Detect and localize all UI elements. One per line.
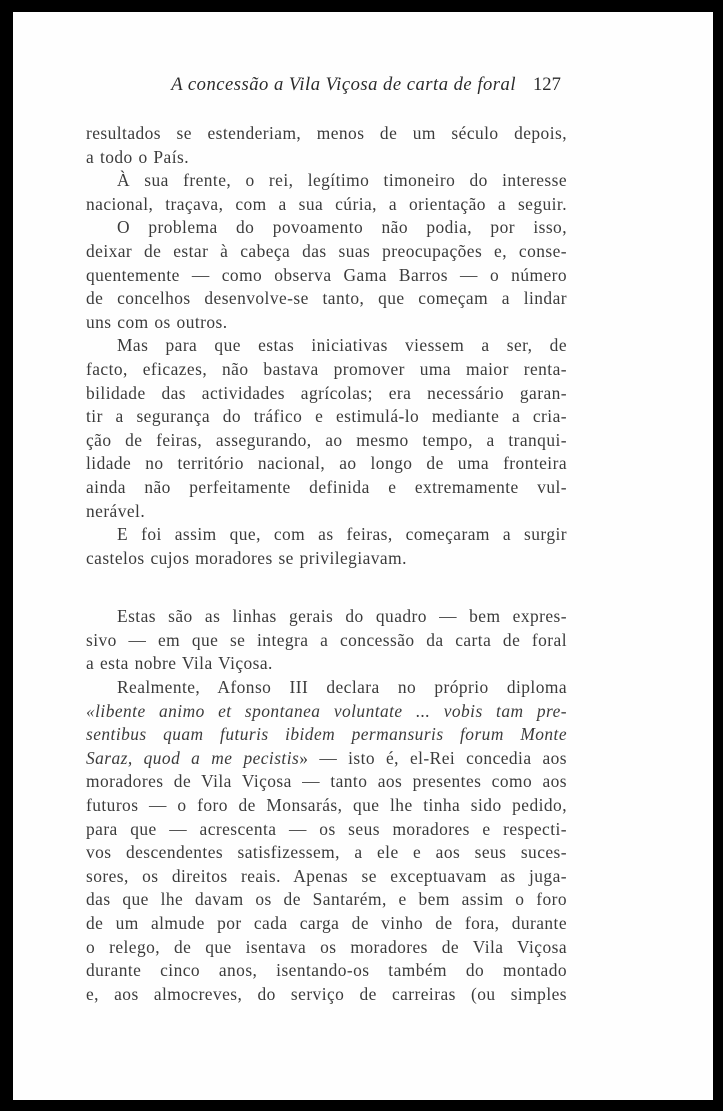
- text-line: de concelhos desenvolve-se tanto, que começam a lindar: [86, 288, 567, 309]
- text-line: ção de feiras, assegurando, ao mesmo tempo, a tranqui-: [86, 429, 567, 450]
- text-line: a esta nobre Vila Viçosa.: [86, 653, 273, 674]
- text-line: tir a segurança do tráfico e estimulá-lo mediante a cria-: [86, 406, 567, 427]
- text-fragment: » — isto é, el-Rei concedia aos: [299, 747, 567, 768]
- text-line: uns com os outros.: [86, 311, 228, 332]
- text-line: nacional, traçava, com a sua cúria, a orientação a seguir.: [86, 193, 567, 214]
- text-line: O problema do povoamento não podia, por isso,: [117, 217, 567, 238]
- text-line: para que — acrescenta — os seus moradores e respecti-: [86, 818, 567, 839]
- text-line: e, aos almocreves, do serviço de carreiras (ou simples: [86, 983, 567, 1004]
- text-line: À sua frente, o rei, legítimo timoneiro do interesse: [117, 170, 567, 191]
- chapter-title: A concessão a Vila Viçosa de carta de foral: [171, 74, 516, 95]
- text-line: quentemente — como observa Gama Barros — o número: [86, 264, 567, 285]
- text-line: deixar de estar à cabeça das suas preocupações e, conse-: [86, 240, 567, 261]
- text-line: Mas para que estas iniciativas viessem a ser, de: [117, 335, 567, 356]
- book-page: [13, 12, 713, 1100]
- text-line: lidade no território nacional, ao longo de uma fronteira: [86, 453, 567, 474]
- page-number: 127: [533, 74, 561, 95]
- text-line: sentibus quam futuris ibidem permansuris forum Monte: [86, 724, 567, 745]
- paragraph-gap: [86, 570, 567, 605]
- text-line: castelos cujos moradores se privilegiavam.: [86, 547, 407, 568]
- text-line: [86, 747, 567, 771]
- text-line: Realmente, Afonso III declara no próprio diploma: [117, 677, 567, 698]
- text-line: futuros — o foro de Monsarás, que lhe tinha sido pedido,: [86, 795, 567, 816]
- text-line: «libente animo et spontanea voluntate ... vobis tam pre-: [86, 700, 567, 721]
- text-line: das que lhe davam os de Santarém, e bem assim o foro: [86, 889, 567, 910]
- body-text: [86, 122, 567, 1006]
- text-line: de um almude por cada carga de vinho de fora, durante: [86, 913, 567, 933]
- text-line: a todo o País.: [86, 146, 190, 167]
- text-line: resultados se estenderiam, menos de um século depois,: [86, 123, 567, 143]
- text-line: sivo — em que se integra a concessão da carta de foral: [86, 629, 567, 650]
- text-line: E foi assim que, com as feiras, começaram a surgir: [117, 524, 567, 545]
- text-line: ainda não perfeitamente definida e extremamente vul-: [86, 476, 567, 497]
- text-line: vos descendentes satisfizessem, a ele e aos seus suces-: [86, 842, 567, 863]
- text-line: facto, eficazes, não bastava promover uma maior renta-: [86, 358, 567, 379]
- text-line: nerável.: [86, 500, 146, 521]
- running-header: [13, 74, 713, 102]
- text-line: bilidade das actividades agrícolas; era necessário garan-: [86, 382, 567, 403]
- text-line: durante cinco anos, isentando-os também do montado: [86, 960, 567, 981]
- text-line: Estas são as linhas gerais do quadro — bem expres-: [117, 606, 567, 627]
- latin-quote-fragment: Saraz, quod a me pecistis: [86, 747, 300, 768]
- text-line: o relego, de que isentava os moradores de Vila Viçosa: [86, 936, 567, 957]
- text-line: moradores de Vila Viçosa — tanto aos presentes como aos: [86, 771, 567, 792]
- text-line: sores, os direitos reais. Apenas se exceptuavam as juga-: [86, 865, 567, 886]
